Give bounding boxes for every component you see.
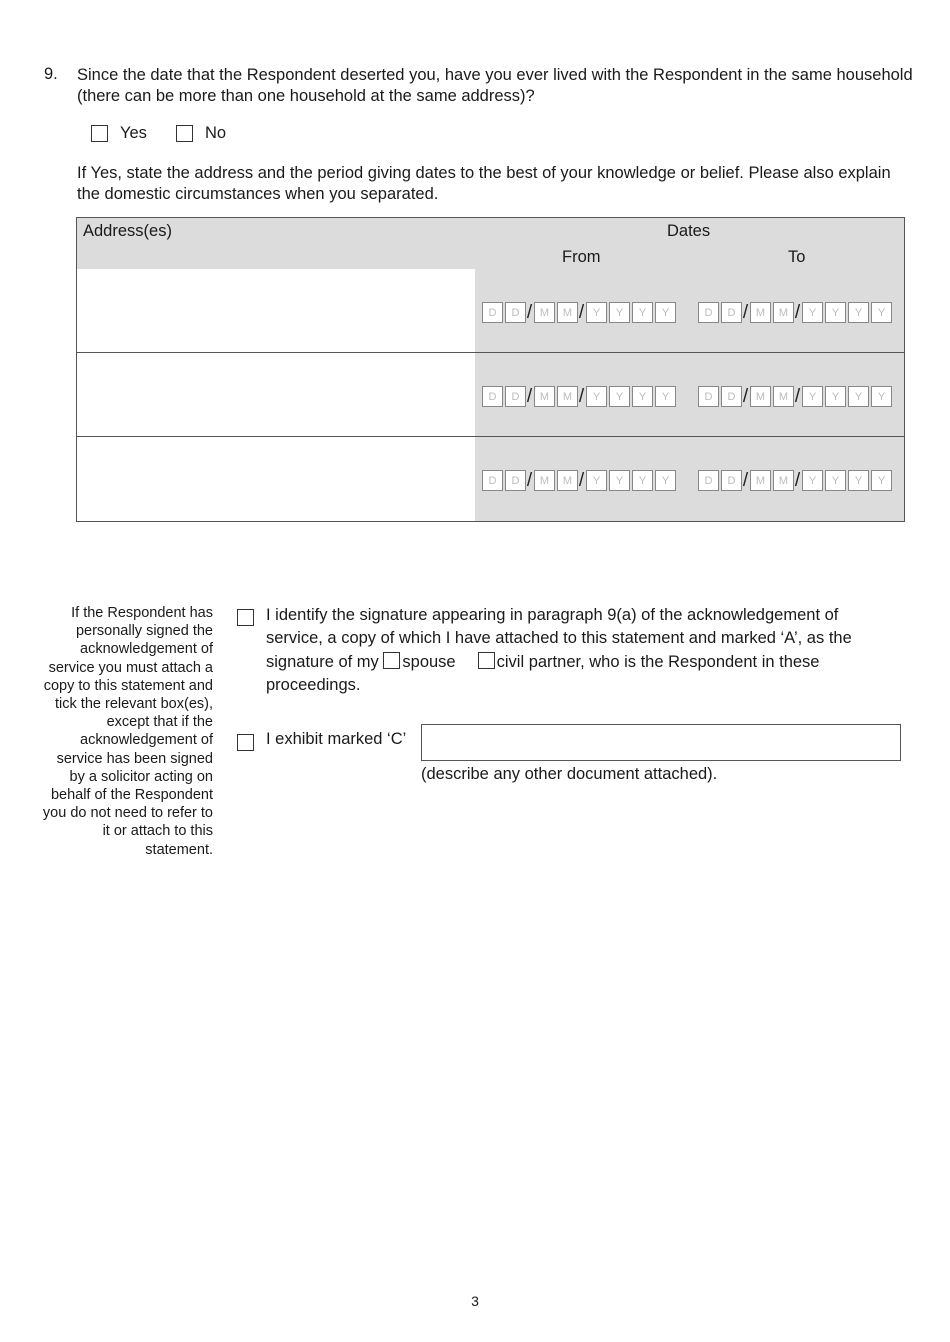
date-digit-box[interactable]: Y: [802, 302, 823, 323]
date-separator: /: [526, 385, 533, 407]
date-digit-box[interactable]: D: [505, 302, 526, 323]
date-digit-box[interactable]: D: [721, 302, 742, 323]
table-header: [77, 218, 904, 270]
option-yes[interactable]: [91, 123, 147, 143]
option-no[interactable]: [176, 123, 226, 143]
declaration-text: [266, 604, 898, 697]
yes-label: Yes: [120, 123, 147, 142]
from-date-field[interactable]: [482, 470, 678, 491]
date-digit-box[interactable]: Y: [802, 470, 823, 491]
date-digit-box[interactable]: M: [557, 302, 578, 323]
declaration-part1: I identify the signature appearing in paragraph 9(a) of the acknowledgement of service, a copy of which I have attached to this statement and marked ‘A’, as the signature of my: [266, 606, 852, 671]
date-digit-box[interactable]: Y: [586, 470, 607, 491]
page-number: 3: [471, 1293, 479, 1309]
civil-partner-checkbox[interactable]: [478, 652, 495, 669]
date-separator: /: [794, 469, 801, 491]
to-date-field[interactable]: [698, 470, 894, 491]
date-digit-box[interactable]: M: [534, 470, 555, 491]
question-number: 9.: [44, 65, 58, 83]
date-separator: /: [742, 385, 749, 407]
instruction-text: If Yes, state the address and the period giving dates to the best of your knowledge or belief. Please also explain the domestic circumstances when you separated.: [77, 164, 891, 203]
date-separator: /: [794, 301, 801, 323]
date-digit-box[interactable]: Y: [632, 470, 653, 491]
date-separator: /: [742, 301, 749, 323]
date-digit-box[interactable]: M: [557, 470, 578, 491]
date-digit-box[interactable]: Y: [609, 470, 630, 491]
date-digit-box[interactable]: M: [534, 302, 555, 323]
table-row: [77, 437, 904, 521]
date-digit-box[interactable]: D: [698, 470, 719, 491]
date-separator: /: [526, 301, 533, 323]
date-digit-box[interactable]: D: [698, 386, 719, 407]
date-digit-box[interactable]: M: [773, 386, 794, 407]
date-digit-box[interactable]: D: [721, 470, 742, 491]
date-digit-box[interactable]: D: [482, 302, 503, 323]
address-dates-table: [76, 217, 905, 522]
yes-checkbox[interactable]: [91, 125, 108, 142]
address-header: Address(es): [83, 222, 172, 240]
date-digit-box[interactable]: M: [773, 470, 794, 491]
exhibit-description-input[interactable]: [421, 724, 901, 761]
from-date-field[interactable]: [482, 386, 678, 407]
date-digit-box[interactable]: Y: [848, 302, 869, 323]
date-digit-box[interactable]: M: [773, 302, 794, 323]
date-digit-box[interactable]: Y: [825, 302, 846, 323]
date-digit-box[interactable]: Y: [848, 386, 869, 407]
date-digit-box[interactable]: Y: [871, 470, 892, 491]
civil-partner-label: civil partner, who is the Respondent in these proceedings.: [266, 652, 820, 694]
signature-declaration-checkbox[interactable]: [237, 609, 254, 626]
from-date-field[interactable]: [482, 302, 678, 323]
to-date-field[interactable]: [698, 302, 894, 323]
date-digit-box[interactable]: Y: [871, 386, 892, 407]
date-digit-box[interactable]: Y: [802, 386, 823, 407]
date-digit-box[interactable]: Y: [609, 386, 630, 407]
date-digit-box[interactable]: Y: [848, 470, 869, 491]
date-digit-box[interactable]: Y: [632, 302, 653, 323]
date-separator: /: [794, 385, 801, 407]
no-checkbox[interactable]: [176, 125, 193, 142]
table-row: [77, 269, 904, 353]
date-digit-box[interactable]: M: [534, 386, 555, 407]
date-digit-box[interactable]: Y: [655, 470, 676, 491]
to-header: To: [788, 248, 806, 266]
date-digit-box[interactable]: Y: [655, 386, 676, 407]
dates-cell: [475, 437, 904, 521]
dates-cell: [475, 269, 904, 352]
date-digit-box[interactable]: Y: [825, 386, 846, 407]
date-digit-box[interactable]: D: [505, 470, 526, 491]
date-digit-box[interactable]: Y: [609, 302, 630, 323]
dates-header: Dates: [667, 222, 711, 240]
exhibit-checkbox[interactable]: [237, 734, 254, 751]
date-digit-box[interactable]: D: [721, 386, 742, 407]
date-digit-box[interactable]: D: [482, 386, 503, 407]
date-digit-box[interactable]: Y: [632, 386, 653, 407]
from-header: From: [562, 248, 601, 266]
exhibit-label: I exhibit marked ‘C’: [266, 730, 407, 748]
date-digit-box[interactable]: Y: [871, 302, 892, 323]
date-digit-box[interactable]: M: [750, 302, 771, 323]
address-input[interactable]: [77, 269, 475, 352]
date-digit-box[interactable]: Y: [586, 302, 607, 323]
date-separator: /: [578, 385, 585, 407]
date-digit-box[interactable]: M: [557, 386, 578, 407]
date-digit-box[interactable]: M: [750, 386, 771, 407]
date-digit-box[interactable]: D: [698, 302, 719, 323]
date-digit-box[interactable]: D: [482, 470, 503, 491]
exhibit-note: (describe any other document attached).: [421, 765, 718, 783]
date-digit-box[interactable]: D: [505, 386, 526, 407]
date-separator: /: [742, 469, 749, 491]
date-separator: /: [578, 301, 585, 323]
side-note: If the Respondent has personally signed the acknowledgement of service you must attach a copy to this statement and tick the relevant box(es), except that if the acknowledgement of service has been signed by a solicitor acting on behalf of the Respondent you do not need to refer to it or attach to this statement.: [42, 605, 213, 858]
date-digit-box[interactable]: Y: [825, 470, 846, 491]
spouse-checkbox[interactable]: [383, 652, 400, 669]
table-row: [77, 353, 904, 437]
date-digit-box[interactable]: Y: [655, 302, 676, 323]
date-separator: /: [526, 469, 533, 491]
spouse-label: spouse: [402, 652, 456, 671]
dates-cell: [475, 353, 904, 436]
date-digit-box[interactable]: Y: [586, 386, 607, 407]
no-label: No: [205, 123, 227, 142]
to-date-field[interactable]: [698, 386, 894, 407]
address-input[interactable]: [77, 353, 475, 436]
date-separator: /: [578, 469, 585, 491]
date-digit-box[interactable]: M: [750, 470, 771, 491]
address-input[interactable]: [77, 437, 475, 521]
question-text: Since the date that the Respondent deserted you, have you ever lived with the Respondent in the same household (there can be more than one household at the same address)?: [77, 66, 913, 105]
